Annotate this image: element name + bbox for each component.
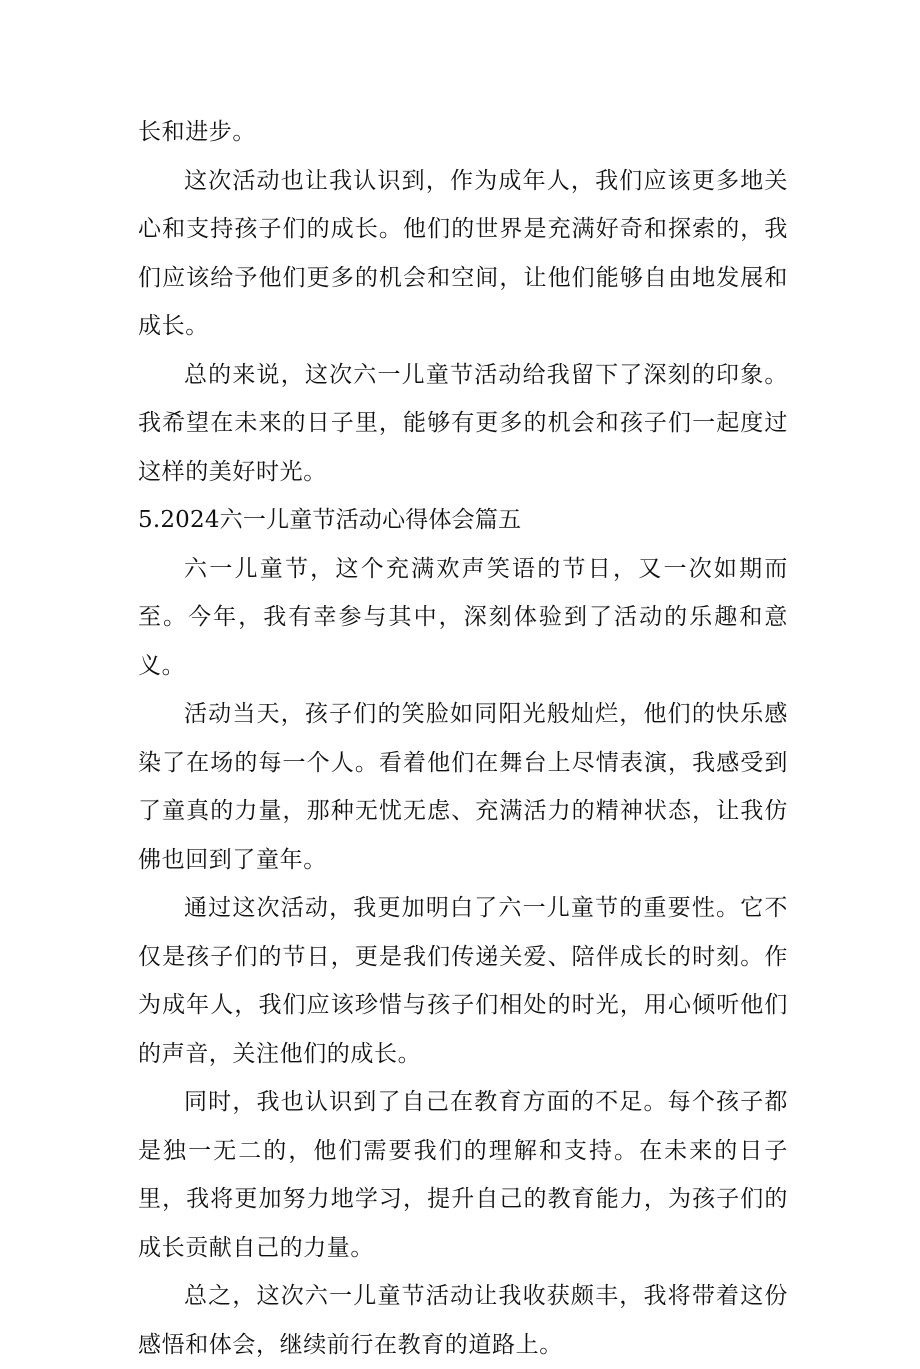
- paragraph: 六一儿童节，这个充满欢声笑语的节日，又一次如期而至。今年，我有幸参与其中，深刻体验到了活动的乐趣和意义。: [138, 555, 788, 679]
- paragraph: 活动当天，孩子们的笑脸如同阳光般灿烂，他们的快乐感染了在场的每一个人。看着他们在舞台上尽情表演，我感受到了童真的力量，那种无忧无虑、充满活力的精神状态，让我仿佛也回到了童年。: [138, 701, 788, 873]
- paragraph: 通过这次活动，我更加明白了六一儿童节的重要性。它不仅是孩子们的节日，更是我们传递关爱、陪伴成长的时刻。作为成年人，我们应该珍惜与孩子们相处的时光，用心倾听他们的声音，关注他们的成长。: [138, 895, 788, 1067]
- paragraph: 总之，这次六一儿童节活动让我收获颇丰，我将带着这份感悟和体会，继续前行在教育的道路上。: [138, 1283, 788, 1358]
- paragraph-continuation: 长和进步。: [138, 119, 256, 145]
- section-heading: 5.2024六一儿童节活动心得体会篇五: [138, 507, 522, 533]
- paragraph: 这次活动也让我认识到，作为成年人，我们应该更多地关心和支持孩子们的成长。他们的世界是充满好奇和探索的，我们应该给予他们更多的机会和空间，让他们能够自由地发展和成长。: [138, 167, 788, 339]
- paragraph: 总的来说，这次六一儿童节活动给我留下了深刻的印象。我希望在未来的日子里，能够有更多的机会和孩子们一起度过这样的美好时光。: [138, 361, 788, 485]
- paragraph: 同时，我也认识到了自己在教育方面的不足。每个孩子都是独一无二的，他们需要我们的理解和支持。在未来的日子里，我将更加努力地学习，提升自己的教育能力，为孩子们的成长贡献自己的力量。: [138, 1089, 788, 1261]
- document-body: [138, 108, 788, 1369]
